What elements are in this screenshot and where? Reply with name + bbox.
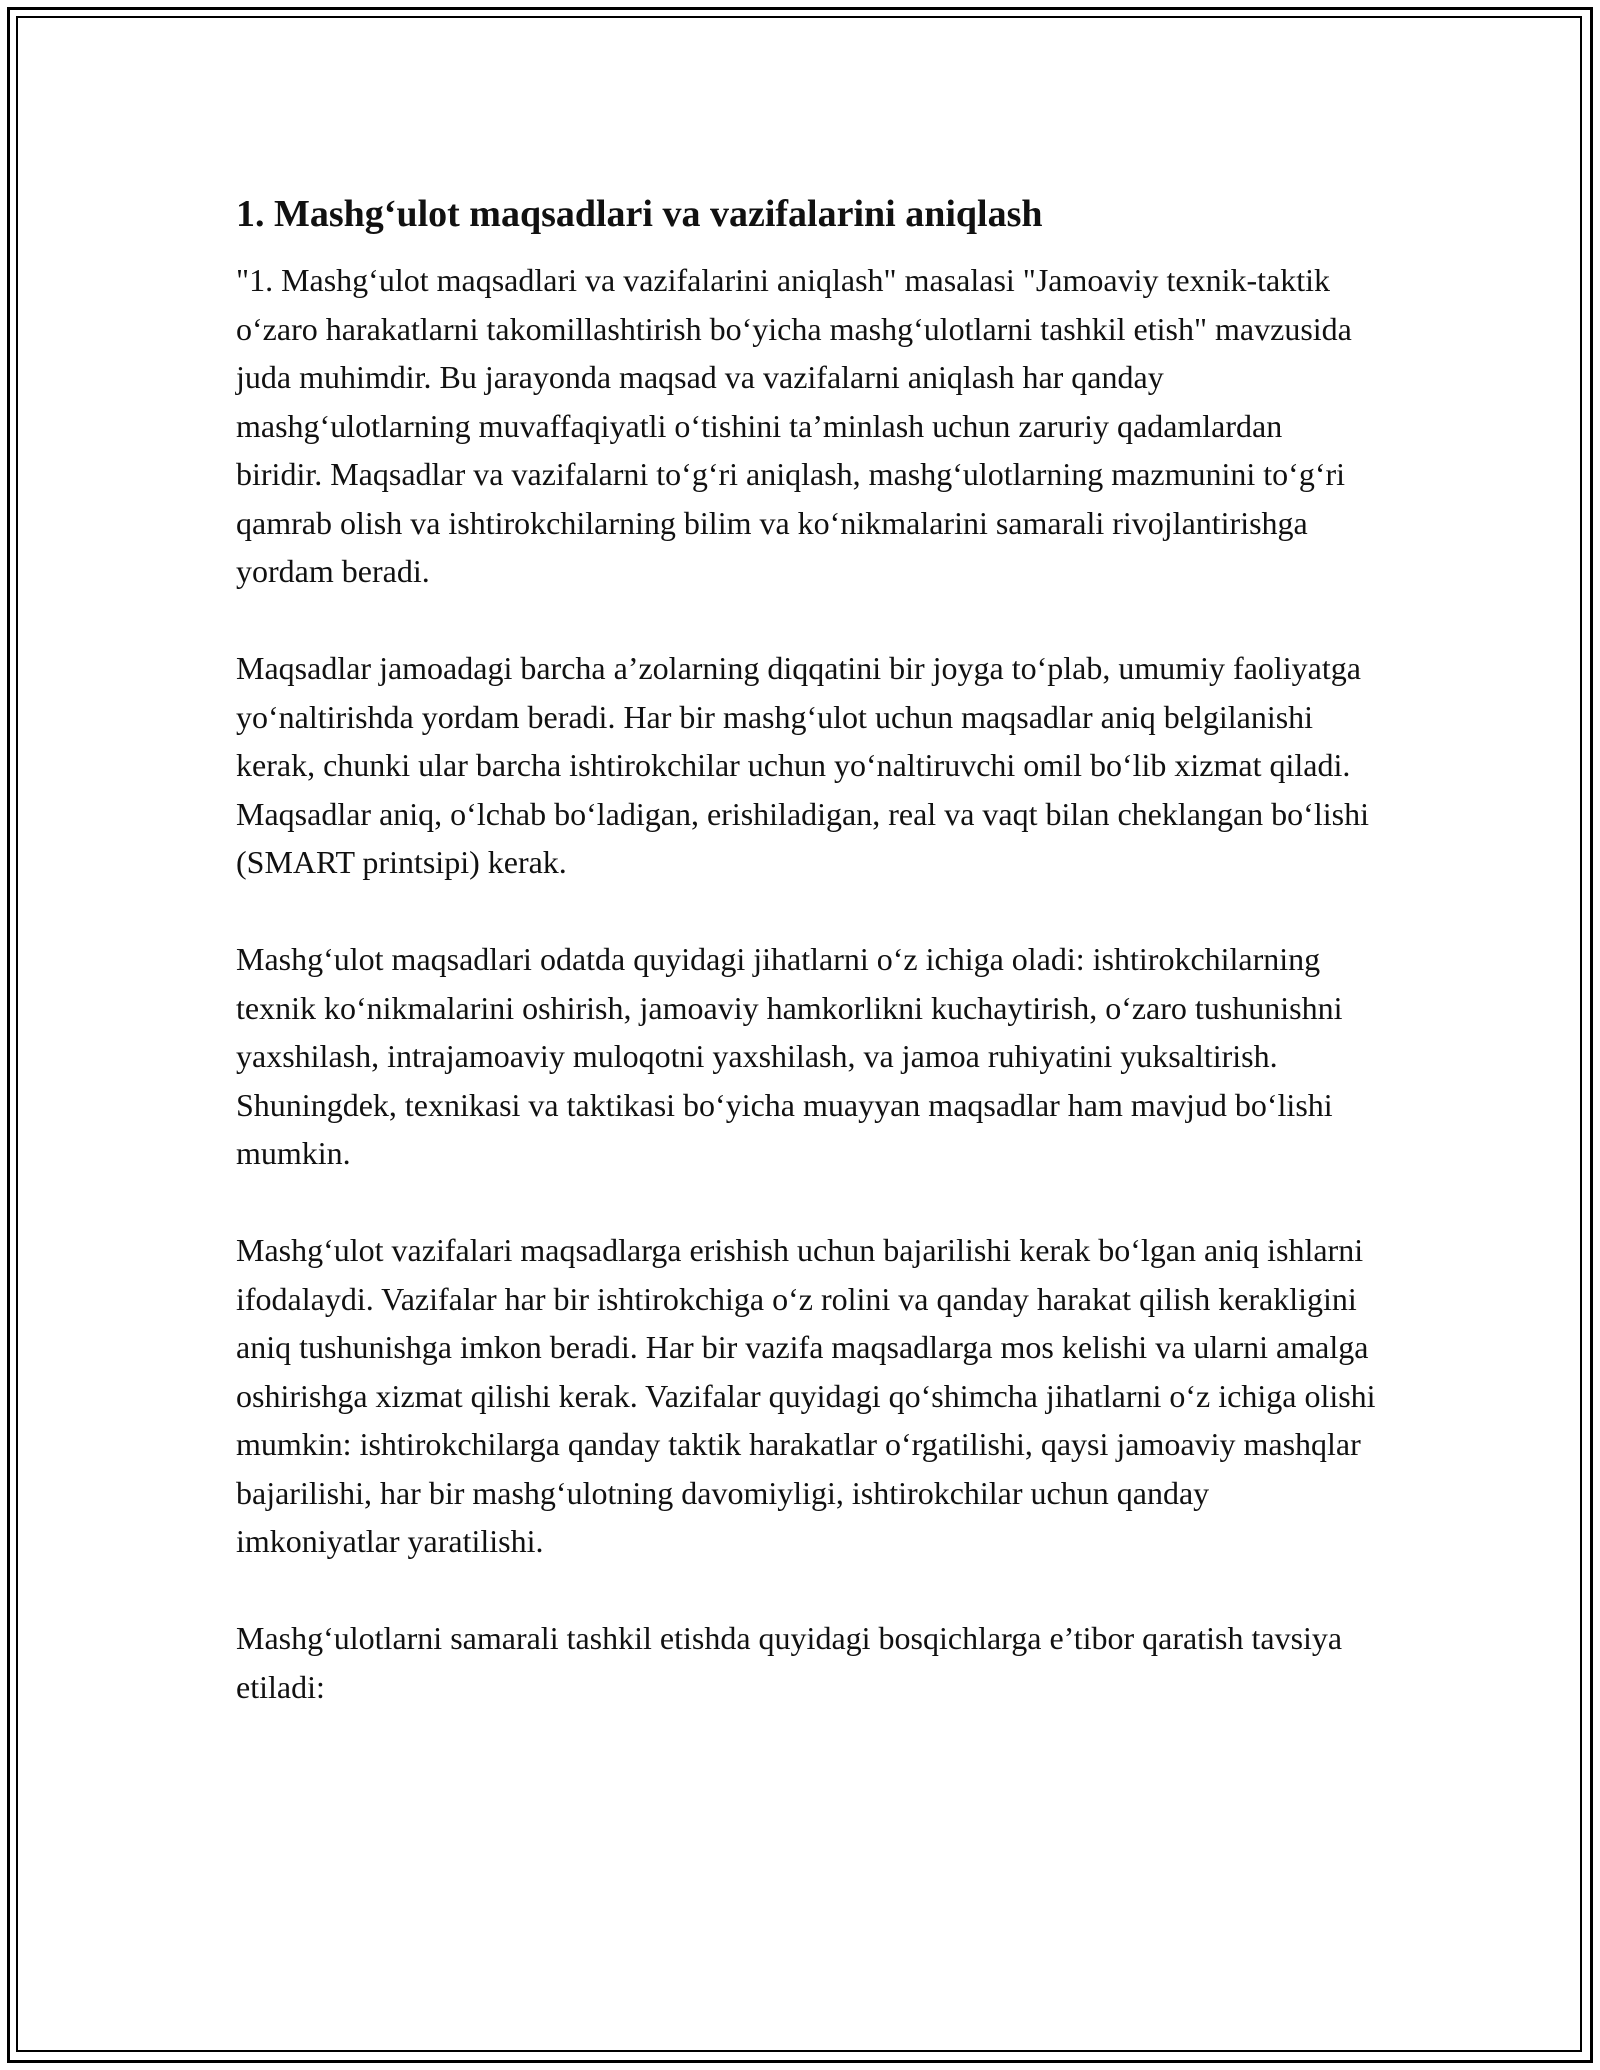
document-body: [236, 186, 1376, 1760]
paragraph-goals: Maqsadlar jamoadagi barcha a’zolarning diqqatini bir joyga to‘plab, umumiy faoliyatga yo‘naltirishda yordam beradi. Har bir mashg‘ulot uchun maqsadlar aniq belgilanishi kerak, chunki ular barcha ishtirokchilar uchun yo‘naltiruvchi omil bo‘lib xizmat qiladi. Maqsadlar aniq, o‘lchab bo‘ladigan, erishiladigan, real va vaqt bilan cheklangan bo‘lishi (SMART printsipi) kerak.: [236, 650, 1369, 880]
section-heading: 1. Mashg‘ulot maqsadlari va vazifalarini aniqlash: [236, 193, 1043, 235]
paragraph-intro: "1. Mashg‘ulot maqsadlari va vazifalarini aniqlash" masalasi "Jamoaviy texnik-taktik o‘zaro harakatlarni takomillashtirish bo‘yicha mashg‘ulotlarni tashkil etish" mavzusida juda muhimdir. Bu jarayonda maqsad va vazifalarni aniqlash har qanday mashg‘ulotlarning muvaffaqiyatli o‘tishini ta’minlash uchun zaruriy qadamlardan biridir. Maqsadlar va vazifalarni to‘g‘ri aniqlash, mashg‘ulotlarning mazmunini to‘g‘ri qamrab olish va ishtirokchilarning bilim va ko‘nikmalarini samarali rivojlantirishga yordam beradi.: [236, 262, 1352, 589]
paragraph-tasks: Mashg‘ulot vazifalari maqsadlarga erishish uchun bajarilishi kerak bo‘lgan aniq ishlarni ifodalaydi. Vazifalar har bir ishtirokchiga o‘z rolini va qanday harakat qilish kerakligini aniq tushunishga imkon beradi. Har bir vazifa maqsadlarga mos kelishi va ularni amalga oshirishga xizmat qilishi kerak. Vazifalar quyidagi qo‘shimcha jihatlarni o‘z ichiga olishi mumkin: ishtirokchilarga qanday taktik harakatlar o‘rgatilishi, qaysi jamoaviy mashqlar bajarilishi, har bir mashg‘ulotning davomiyligi, ishtirokchilar uchun qanday imkoniyatlar yaratilishi.: [236, 1232, 1376, 1559]
paragraph-goal-aspects: Mashg‘ulot maqsadlari odatda quyidagi jihatlarni o‘z ichiga oladi: ishtirokchilarning texnik ko‘nikmalarini oshirish, jamoaviy hamkorlikni kuchaytirish, o‘zaro tushunishni yaxshilash, intrajamoaviy muloqotni yaxshilash, va jamoa ruhiyatini yuksaltirish. Shuningdek, texnikasi va taktikasi bo‘yicha muayyan maqsadlar ham mavjud bo‘lishi mumkin.: [236, 941, 1343, 1171]
paragraph-stages: Mashg‘ulotlarni samarali tashkil etishda quyidagi bosqichlarga e’tibor qaratish tavsiya etiladi:: [236, 1620, 1343, 1705]
